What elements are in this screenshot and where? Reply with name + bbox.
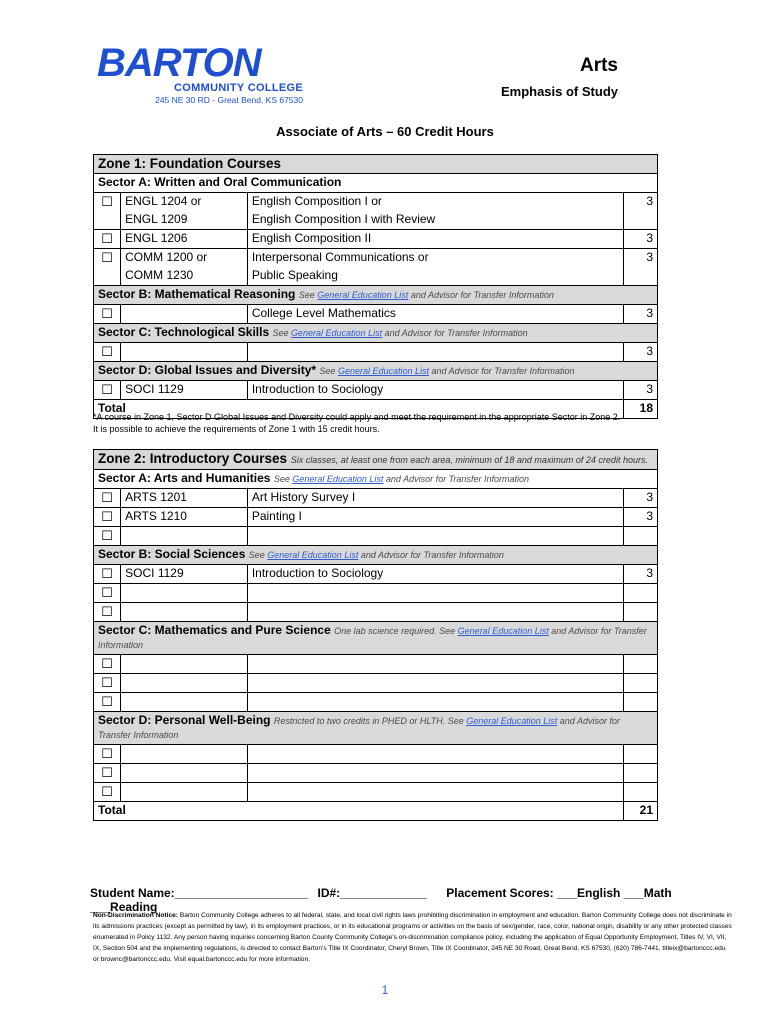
course-code [121, 584, 248, 603]
credit-hours: 3 [623, 193, 657, 212]
checkbox[interactable] [94, 693, 121, 712]
sector-note: See [273, 474, 293, 484]
gen-ed-list-link[interactable]: General Education List [292, 474, 384, 484]
checkbox[interactable] [94, 193, 121, 212]
notice-label: Non-Discrimination Notice: [93, 912, 178, 919]
checkbox[interactable] [94, 489, 121, 508]
course-code [121, 305, 248, 324]
zone1-total-label: Total [94, 400, 624, 419]
credit-hours [623, 693, 657, 712]
credit-hours: 3 [623, 249, 657, 268]
course-name [247, 674, 623, 693]
course-name: Interpersonal Communications or [247, 249, 623, 268]
gen-ed-list-link[interactable]: General Education List [337, 366, 429, 376]
course-code: ENGL 1209 [121, 211, 248, 230]
credit-hours [623, 267, 657, 286]
checkbox[interactable] [94, 305, 121, 324]
course-name: English Composition I with Review [247, 211, 623, 230]
checkbox-spacer [94, 211, 121, 230]
checkbox[interactable] [94, 565, 121, 584]
course-code [121, 655, 248, 674]
course-name: Public Speaking [247, 267, 623, 286]
sector-note: See [272, 328, 292, 338]
sector-note: and Advisor for Transfer Information [408, 290, 554, 300]
credit-hours: 3 [623, 508, 657, 527]
zone2-table [93, 449, 658, 821]
course-name [247, 527, 623, 546]
checkbox[interactable] [94, 249, 121, 268]
sector-note: and Advisor for Transfer Information [358, 550, 504, 560]
course-code [121, 783, 248, 802]
zone2-sector-b [94, 546, 658, 565]
degree-heading: Associate of Arts – 60 Credit Hours [276, 124, 494, 139]
sector-title: Sector B: Mathematical Reasoning [98, 287, 296, 301]
sector-note: and Advisor for Transfer Information [382, 328, 528, 338]
checkbox-icon[interactable]: ☐ [101, 194, 113, 209]
course-code [121, 343, 248, 362]
checkbox[interactable] [94, 655, 121, 674]
course-name: Painting I [247, 508, 623, 527]
course-name: College Level Mathematics [247, 305, 623, 324]
credit-hours [623, 764, 657, 783]
zone1-sector-b [94, 286, 658, 305]
checkbox-icon[interactable]: ☐ [101, 382, 113, 397]
checkbox[interactable] [94, 745, 121, 764]
credit-hours: 3 [623, 305, 657, 324]
student-name-field[interactable]: Student Name:____________________ [90, 886, 309, 900]
course-name [247, 655, 623, 674]
checkbox-icon[interactable]: ☐ [101, 604, 113, 619]
sector-title: Sector D: Global Issues and Diversity* [98, 363, 317, 377]
course-name: English Composition I or [247, 193, 623, 212]
zone2-total-value: 21 [623, 802, 657, 821]
zone1-sector-a: Sector A: Written and Oral Communication [94, 174, 658, 193]
zone1-footnote [93, 411, 658, 435]
page-title: Arts [579, 55, 618, 76]
zone2-sector-a [94, 470, 658, 489]
course-code [121, 764, 248, 783]
credit-hours: 3 [623, 565, 657, 584]
checkbox-icon[interactable]: ☐ [101, 509, 113, 524]
checkbox[interactable] [94, 527, 121, 546]
course-code: ARTS 1201 [121, 489, 248, 508]
course-code [121, 603, 248, 622]
credit-hours [623, 655, 657, 674]
course-name: Introduction to Sociology [247, 381, 623, 400]
zone1-sector-c [94, 324, 658, 343]
checkbox-icon[interactable]: ☐ [101, 528, 113, 543]
sector-note: and Advisor for Transfer Information [429, 366, 575, 376]
sector-title: Sector C: Mathematics and Pure Science [98, 623, 331, 637]
notice-text: Barton Community College adheres to all federal, state, and local civil rights laws prohibiting discrimination in employment and education. Barton Community College does not discriminate in its admissions practices (except as permitted by law), in its employment practices, or in its educational programs or activities on the basis of sex/gender, race, color, national origin, disability or any other protected classes enumerated in Policy 1132. Any person having inquiries concerning Barton County Community College's on-discrimination compliance policy, including the application of Equal Opportunity Employment, Titles IV, VI, VII, IX, Section 504 and the implementing regulations, is directed to contact Barton's Title IX Coordinator, Cheryl Brown, Title IX Coordinator, 245 NE 30 Road, Great Bend, KS 67530, (620) 786-7441, titleix@bartonccc.edu or brownc@bartonccc.edu. Visit equal.bartonccc.edu for more information. [93, 912, 732, 963]
course-code [121, 745, 248, 764]
sector-note: and Advisor for Transfer Information [98, 716, 620, 740]
checkbox[interactable] [94, 343, 121, 362]
course-name [247, 764, 623, 783]
checkbox-icon[interactable]: ☐ [101, 344, 113, 359]
credit-hours [623, 674, 657, 693]
credit-hours [623, 211, 657, 230]
non-discrimination-notice [93, 910, 733, 965]
credit-hours: 3 [623, 230, 657, 249]
footnote-line: *A course in Zone 1, Sector D Global Issues and Diversity could apply and meet the requirement in the appropriate Sector in Zone 2. [93, 412, 621, 422]
student-id-field[interactable]: ID#:_____________ [317, 886, 427, 900]
placement-scores-field[interactable]: Placement Scores: ___English ___Math ___Reading [90, 886, 672, 914]
sector-note: Restricted to two credits in PHED or HLTH. See [273, 716, 467, 726]
course-name [247, 603, 623, 622]
course-code: COMM 1200 or [121, 249, 248, 268]
gen-ed-list-link[interactable]: General Education List [317, 290, 409, 300]
checkbox-icon[interactable]: ☐ [101, 585, 113, 600]
checkbox-icon[interactable]: ☐ [101, 306, 113, 321]
course-name: English Composition II [247, 230, 623, 249]
sector-note: and Advisor for Transfer Information [383, 474, 529, 484]
page-number: 1 [381, 983, 389, 997]
checkbox-icon[interactable]: ☐ [101, 675, 113, 690]
course-code: ENGL 1206 [121, 230, 248, 249]
credit-hours [623, 584, 657, 603]
gen-ed-list-link[interactable]: General Education List [267, 550, 359, 560]
checkbox[interactable] [94, 603, 121, 622]
course-name [247, 783, 623, 802]
course-name [247, 343, 623, 362]
gen-ed-list-link[interactable]: General Education List [457, 626, 549, 636]
gen-ed-list-link[interactable]: General Education List [291, 328, 383, 338]
checkbox-icon[interactable]: ☐ [101, 746, 113, 761]
course-code [121, 527, 248, 546]
barton-logo [97, 41, 303, 105]
course-code: COMM 1230 [121, 267, 248, 286]
checkbox[interactable] [94, 508, 121, 527]
course-code: SOCI 1129 [121, 565, 248, 584]
checkbox-icon[interactable]: ☐ [101, 784, 113, 799]
checkbox-icon[interactable]: ☐ [101, 765, 113, 780]
zone2-total-label: Total [94, 802, 624, 821]
checkbox[interactable] [94, 764, 121, 783]
zone2-sector-d [94, 712, 658, 745]
sector-title: Sector B: Social Sciences [98, 547, 246, 561]
zone2-title: Zone 2: Introductory Courses [98, 451, 288, 466]
sector-note: See [298, 290, 318, 300]
checkbox-icon[interactable]: ☐ [101, 656, 113, 671]
checkbox[interactable] [94, 783, 121, 802]
zone1-title: Zone 1: Foundation Courses [94, 155, 658, 174]
checkbox[interactable] [94, 674, 121, 693]
checkbox-icon[interactable]: ☐ [101, 250, 113, 265]
zone2-sector-c [94, 622, 658, 655]
sector-title: Sector A: Arts and Humanities [98, 471, 271, 485]
footnote-line: It is possible to achieve the requirements of Zone 1 with 15 credit hours. [93, 424, 380, 434]
credit-hours: 3 [623, 381, 657, 400]
logo-wordmark: BARTON [97, 41, 261, 85]
checkbox-icon[interactable]: ☐ [101, 694, 113, 709]
gen-ed-list-link[interactable]: General Education List [466, 716, 558, 726]
zone1-total-value: 18 [623, 400, 657, 419]
checkbox-icon[interactable]: ☐ [101, 566, 113, 581]
course-code [121, 674, 248, 693]
page-subtitle: Emphasis of Study [500, 84, 618, 99]
zone2-title-row [94, 450, 658, 470]
checkbox[interactable] [94, 584, 121, 603]
logo-college: COMMUNITY COLLEGE [174, 82, 303, 94]
credit-hours [623, 745, 657, 764]
credit-hours: 3 [623, 343, 657, 362]
credit-hours [623, 527, 657, 546]
course-name [247, 745, 623, 764]
course-name: Art History Survey I [247, 489, 623, 508]
credit-hours [623, 603, 657, 622]
checkbox-icon[interactable]: ☐ [101, 490, 113, 505]
course-name [247, 693, 623, 712]
zone1-table [93, 154, 658, 419]
sector-note: and Advisor for Transfer Information [98, 626, 647, 650]
course-code: ENGL 1204 or [121, 193, 248, 212]
zone2-note: Six classes, at least one from each area, minimum of 18 and maximum of 24 credit hours. [290, 455, 648, 465]
sector-note: One lab science required. See [334, 626, 458, 636]
logo-address: 245 NE 30 RD - Great Bend, KS 67530 [155, 95, 303, 105]
course-code: ARTS 1210 [121, 508, 248, 527]
course-code: SOCI 1129 [121, 381, 248, 400]
checkbox[interactable] [94, 381, 121, 400]
sector-title: Sector D: Personal Well-Being [98, 713, 271, 727]
course-name: Introduction to Sociology [247, 565, 623, 584]
checkbox[interactable] [94, 230, 121, 249]
zone1-sector-d [94, 362, 658, 381]
checkbox-spacer [94, 267, 121, 286]
sector-note: See [319, 366, 338, 376]
course-code [121, 693, 248, 712]
sector-note: See [248, 550, 268, 560]
checkbox-icon[interactable]: ☐ [101, 231, 113, 246]
sector-title: Sector C: Technological Skills [98, 325, 270, 339]
credit-hours [623, 783, 657, 802]
credit-hours: 3 [623, 489, 657, 508]
course-name [247, 584, 623, 603]
